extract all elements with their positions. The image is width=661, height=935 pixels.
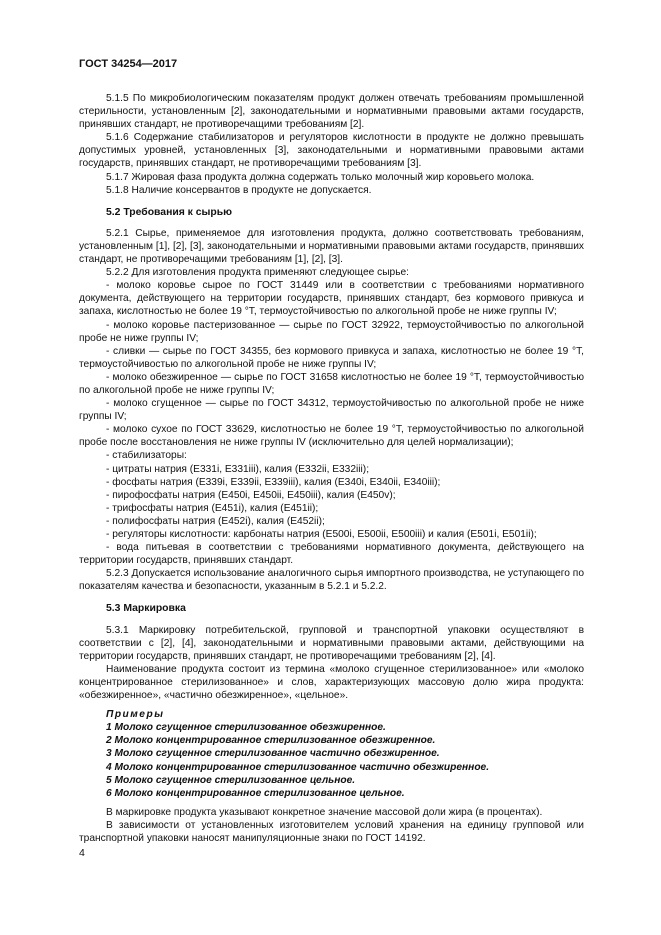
paragraph-product-name: Наименование продукта состоит из термина «молоко сгущенное стерилизованное» или «молоко концентрированное стерилизованное» и слов, характеризующих массовую долю жира продукта: «обезжиренное», «частично обезжиренное», «цельное». [79, 663, 584, 702]
list-item: - фосфаты натрия (Е339i, Е339ii, Е339iii), калия (Е340i, Е340ii, Е340iii); [106, 476, 441, 488]
example-item: 5 Молоко сгущенное стерилизованное цельное. [106, 774, 356, 786]
example-item: 6 Молоко концентрированное стерилизованное цельное. [106, 787, 405, 799]
paragraph-handling-marks: В зависимости от установленных изготовителем условий хранения на единицу групповой или транспортной упаковки наносят манипуляционные знаки по ГОСТ 14192. [79, 819, 584, 844]
list-item: - молоко обезжиренное — сырье по ГОСТ 31658 кислотностью не более 19 °Т, термоустойчивостью по алкогольной пробе не ниже группы IV; [79, 371, 584, 396]
document-header: ГОСТ 34254—2017 [79, 58, 178, 70]
paragraph-5-1-7: 5.1.7 Жировая фаза продукта должна содержать только молочный жир коровьего молока. [106, 171, 535, 183]
examples-title: Примеры [106, 709, 165, 721]
examples-block [79, 708, 584, 800]
list-item: - молоко коровье пастеризованное — сырье по ГОСТ 32922, термоустойчивостью по алкогольной пробе не ниже группы IV; [79, 319, 584, 344]
paragraph-5-2-1: 5.2.1 Сырье, применяемое для изготовления продукта, должно соответствовать требованиям, установленным [1], [2], [3], законодательными и нормативными правовыми актами государств, принявших стандарт, не противоречащими требованиям [1], [2], [3]. [79, 227, 584, 266]
section-heading-5-2: 5.2 Требования к сырью [106, 206, 233, 218]
page-number: 4 [79, 847, 85, 859]
paragraph-5-3-1: 5.3.1 Маркировку потребительской, групповой и транспортной упаковки осуществляют в соответствии с [2], [4], законодательными и нормативными правовыми актами, действующими на территории государств, принявших стандарт, не противоречащими требованиям [2], [4]. [79, 624, 584, 662]
list-item: - трифосфаты натрия (Е451i), калия (Е451ii); [106, 502, 319, 514]
list-item: - молоко коровье сырое по ГОСТ 31449 или в соответствии с требованиями нормативного документа, действующего на территории государств, принявших стандарт, без кормового привкуса и запаха, кислотностью не более 19 °Т, термоустойчивостью по алкогольной пробе не ниже группы IV; [79, 280, 584, 318]
list-item: - молоко сухое по ГОСТ 33629, кислотностью не более 19 °Т, термоустойчивостью по алкогольной пробе после восстановления не ниже группы IV (исключительно для целей нормализации); [79, 424, 584, 449]
paragraph-5-1-8: 5.1.8 Наличие консервантов в продукте не допускается. [106, 184, 372, 196]
list-item: - вода питьевая в соответствии с требованиями нормативного документа, действующего на территории государств, принявших стандарт. [79, 542, 584, 567]
paragraph-5-1-6: 5.1.6 Содержание стабилизаторов и регуляторов кислотности в продукте не должно превышать допустимых уровней, установленных [3], законодательными и нормативными правовыми актами государств, принявших стандарт, не противоречащими требованиям [3]. [79, 132, 584, 170]
paragraph-5-2-2: 5.2.2 Для изготовления продукта применяют следующее сырье: [106, 267, 409, 279]
paragraph-5-2-3: 5.2.3 Допускается использование аналогичного сырья импортного производства, не уступающего по показателям качества и безопасности, указанным в 5.2.1 и 5.2.2. [79, 568, 584, 593]
list-item: - регуляторы кислотности: карбонаты натрия (Е500i, Е500ii, Е500iii) и калия (Е501i, Е501ii); [106, 529, 537, 540]
example-item: 1 Молоко сгущенное стерилизованное обезжиренное. [106, 722, 386, 734]
example-item: 3 Молоко сгущенное стерилизованное частично обезжиренное. [106, 748, 440, 760]
list-item: - пирофосфаты натрия (Е450i, Е450ii, Е450iii), калия (Е450v); [106, 489, 396, 501]
list-item: - полифосфаты натрия (Е452i), калия (Е452ii); [106, 515, 325, 527]
list-item: - стабилизаторы: [106, 450, 187, 462]
example-item: 2 Молоко концентрированное стерилизованное обезжиренное. [106, 735, 436, 747]
list-item: - сливки — сырье по ГОСТ 34355, без кормового привкуса и запаха, кислотностью не более 19 °Т, термоустойчивостью по алкогольной пробе не ниже группы IV; [79, 345, 584, 370]
list-item: - молоко сгущенное — сырье по ГОСТ 34312, термоустойчивостью по алкогольной пробе не ниже группы IV; [79, 398, 584, 423]
document-body [79, 92, 584, 845]
section-heading-5-3: 5.3 Маркировка [106, 603, 186, 615]
example-item: 4 Молоко концентрированное стерилизованное частично обезжиренное. [106, 761, 490, 773]
paragraph-fat-content: В маркировке продукта указывают конкретное значение массовой доли жира (в процентах). [106, 806, 543, 818]
paragraph-5-1-5: 5.1.5 По микробиологическим показателям продукт должен отвечать требованиям промышленной стерильности, установленным [2], законодательными и нормативными правовыми актами государств, принявших стандарт, не противоречащими требованиям [2]. [79, 93, 584, 131]
list-item: - цитраты натрия (Е331i, Е331iii), калия (Е332ii, Е332iii); [106, 463, 370, 475]
